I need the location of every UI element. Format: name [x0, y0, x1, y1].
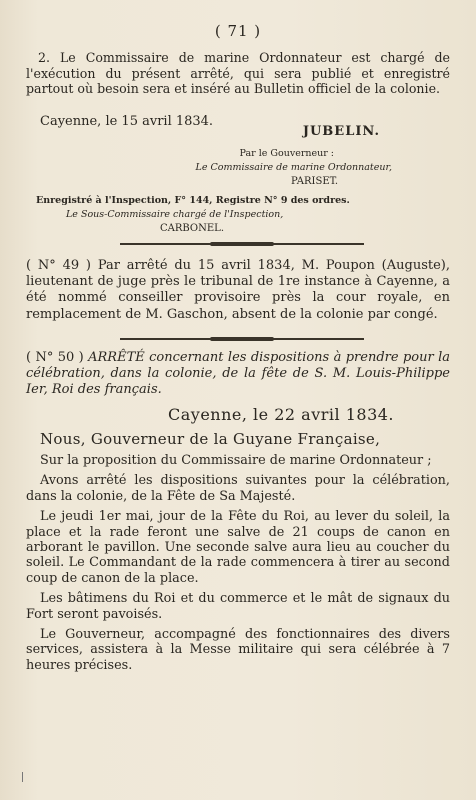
no50-label: ( N° 50 ) — [26, 350, 84, 365]
dateline-22-april: Cayenne, le 22 avril 1834. — [168, 405, 395, 424]
margin-mark — [22, 772, 23, 782]
no49-paragraph — [26, 258, 450, 323]
registration-sub-commissaire: Le Sous-Commissaire chargé de l'Inspection, — [66, 209, 284, 220]
registration-carbonel: CARBONEL. — [160, 223, 225, 234]
no50-title: ARRÊTÉ concernant les dispositions à prendre pour la célébration, dans la colonie, de la fête de S. M. Louis-Philippe Ier, Roi des français. — [26, 350, 450, 398]
body-paragraph: Avons arrêté les dispositions suivantes pour la célébration, dans la colonie, de la Fête de Sa Majesté. — [26, 473, 450, 504]
body-paragraph: Le jeudi 1er mai, jour de la Fête du Roi, au lever du soleil, la place et la rade feront une salve de 21 coups de canon en arborant le pavillon. Une seconde salve aura lieu au coucher du soleil. Le Commandant de la rade commencera à tirer au second coup de canon de la place. — [26, 509, 450, 586]
no49-label: ( N° 49 ) — [26, 258, 91, 273]
no49-text: Par arrêté du 15 avril 1834, M. Poupon (Auguste), lieutenant de juge près le tribunal de 1re instance à Cayenne, a été nommé conseiller provisoire près la cour royale, en remplacement de M. Gaschon, absent de la colonie par congé. — [26, 258, 450, 322]
signature-commissaire-title: Le Commissaire de marine Ordonnateur, — [195, 162, 392, 173]
signature-pariset: PARISET. — [290, 176, 338, 187]
signature-jubelin: JUBELIN. — [302, 124, 380, 139]
signature-par-le-gouverneur: Par le Gouverneur : — [239, 148, 334, 159]
body-paragraph: Le Gouverneur, accompagné des fonctionnaires des divers services, assistera à la Messe militaire qui sera célébrée à 7 heures précises. — [26, 627, 450, 673]
section-divider — [120, 243, 364, 245]
no50-heading — [26, 350, 450, 399]
nous-gouverneur-heading: Nous, Gouverneur de la Guyane Française, — [40, 430, 381, 448]
article-2-paragraph: 2. Le Commissaire de marine Ordonnateur est chargé de l'exécution du présent arrêté, qui sera publié et enregistré partout où besoin sera et inséré au Bulletin officiel de la colonie. — [26, 50, 450, 96]
arrete-body — [26, 453, 450, 678]
section-divider-2 — [120, 338, 364, 340]
registration-line: Enregistré à l'Inspection, F° 144, Registre N° 9 des ordres. — [36, 195, 350, 206]
dateline-15-april: Cayenne, le 15 avril 1834. — [40, 114, 214, 129]
page-number: ( 71 ) — [214, 22, 262, 40]
body-paragraph: Sur la proposition du Commissaire de marine Ordonnateur ; — [40, 453, 432, 468]
body-paragraph: Les bâtimens du Roi et du commerce et le mât de signaux du Fort seront pavoisés. — [26, 591, 450, 622]
